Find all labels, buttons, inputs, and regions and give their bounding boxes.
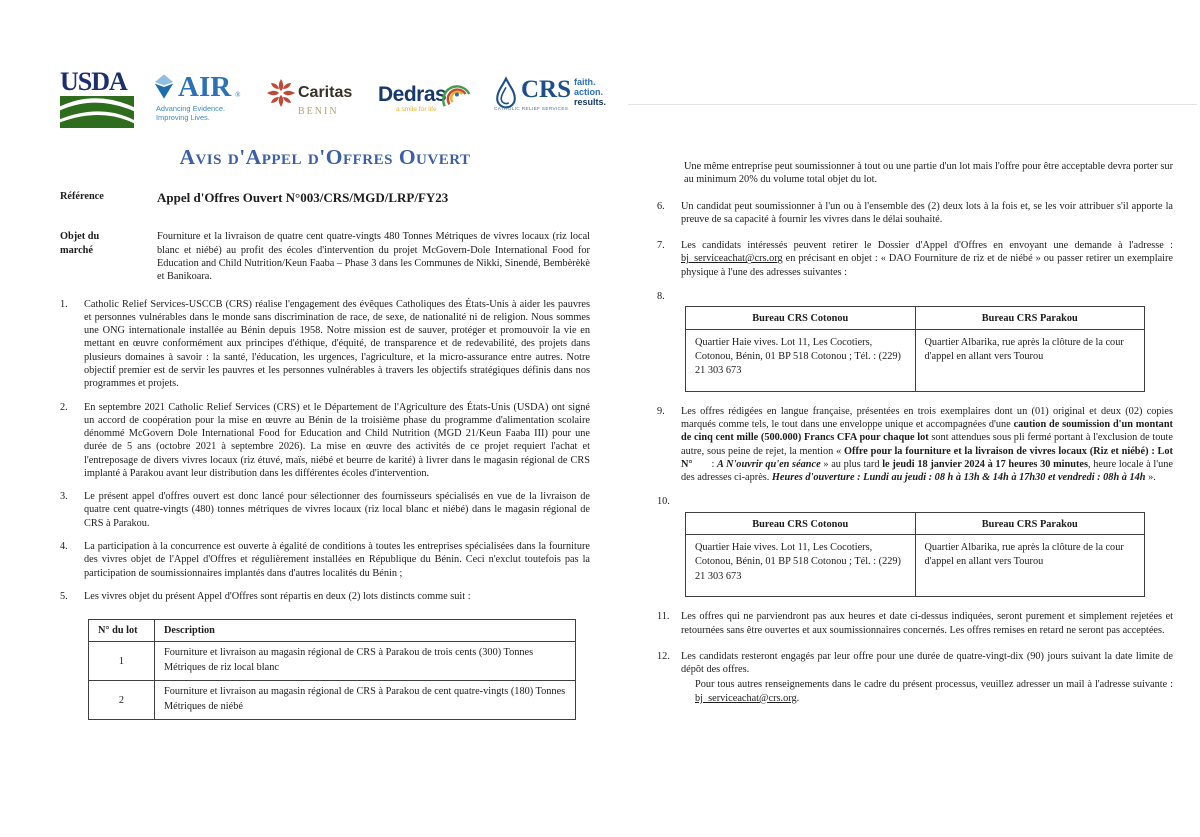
- item-2-number: 2.: [60, 401, 68, 413]
- item-9-p2: sont attendues sous pli fermé portant à l'exclusion de toute autre, sous peine de rejet, la mention «: [681, 432, 1173, 457]
- objet-label: Objet du marché: [60, 231, 100, 256]
- offices-table-1: [685, 306, 1145, 392]
- caritas-cross-icon: [266, 78, 296, 108]
- lots-col-lot-header: N° du lot: [89, 620, 155, 642]
- item-4-text: La participation à la concurrence est ouverte à égalité de conditions à toutes les entreprises spécialisées dans la fourniture des vivres objet de l'Appel d'Offres et régulièrement installées en République du Bénin. Ceci n'exclut toutefois pas la participation de soumissionnaires implantés dans d'autres localités du Bénin ;: [84, 541, 590, 579]
- page-right: [657, 160, 1173, 705]
- air-wordmark: AIR: [178, 71, 232, 104]
- item-7-number: 7.: [657, 240, 665, 252]
- item-5-text: Les vivres objet du présent Appel d'Offres sont répartis en deux (2) lots distincts comme suit :: [84, 590, 471, 602]
- item-9: [657, 405, 1173, 485]
- item-9-p1: Les offres rédigées en langue française, présentées en trois exemplaires dont un (01) original et deux (02) copies marqués comme tels, le tout dans une enveloppe unique et accompagnées d'une: [681, 405, 1173, 431]
- air-registered-mark: ®: [235, 90, 241, 99]
- item-3-text: Le présent appel d'offres ouvert est donc lancé pour sélectionner des fournisseurs spécialisés en vue de la livraison de quatre cent quatre-vingts (480) tonnes métriques de vivres locaux (riz local blanc et niébé) dans le magasin régional de CRS à Parakou.: [84, 491, 590, 529]
- table-row: [686, 329, 1145, 391]
- item-9-bold-mention: Offre pour la fourniture et la livraison de vivres locaux (Riz et niébé) : Lot N°: [681, 445, 1173, 470]
- item-12-subnote: [695, 678, 1173, 705]
- dedras-arcs-icon: [440, 78, 472, 110]
- dedras-tagline: a smile for life: [396, 106, 437, 113]
- item-1: [60, 298, 590, 391]
- item-12-text: [681, 650, 1173, 705]
- objet-value: Fourniture et la livraison de quatre cent quatre-vingts 480 Tonnes Métriques de vivres locaux (riz local blanc et niébé) au profit des écoles d'intervention du projet McGovern-Dole International Food for Education and Child Nutrition/Keun Faaba – Phase 3 dans les Communes de Nikki, Sinendé, Bembèrèkè et Banikoara.: [157, 231, 590, 283]
- item-11-number: 11.: [657, 611, 670, 623]
- offices-table-2-header-row: [686, 512, 1145, 534]
- item-7: [657, 239, 1173, 279]
- crs-tagline-faith: faith.: [574, 77, 596, 87]
- crs-tagline: [574, 76, 606, 108]
- bureau-cotonou-header: Bureau CRS Cotonou: [686, 307, 916, 329]
- item-10-number: 10.: [657, 496, 670, 508]
- numbered-items-left: [60, 298, 590, 604]
- item-5: [60, 590, 590, 603]
- air-diamond-icon: [154, 74, 174, 100]
- item-12: [657, 650, 1173, 705]
- item-3-number: 3.: [60, 491, 68, 503]
- bureau-cotonou-header-2: Bureau CRS Cotonou: [686, 512, 916, 534]
- item-7-part2: en précisant en objet : « DAO Fourniture de riz et de niébé » ou passer retirer un exemplaire physique à l'une des adresses suivantes :: [681, 253, 1173, 278]
- caritas-country-label: BENIN: [298, 106, 339, 117]
- item-9-p3: :: [692, 458, 718, 470]
- item-7-part1: Les candidats intéressés peuvent retirer le Dossier d'Appel d'Offres en envoyant une demande à l'adresse :: [681, 240, 1173, 252]
- item-9-bold-caution: caution de soumission d'un montant de cinq cent mille (500.000) Francs CFA pour chaque lot: [681, 419, 1173, 444]
- item-6-text: Un candidat peut soumissionner à l'un ou à l'ensemble des (2) deux lots à la fois et, se les voir attribuer s'il apporte la preuve de sa capacité à fournir les vivres dans le délai souhaité.: [681, 200, 1173, 225]
- item-1-text: Catholic Relief Services-USCCB (CRS) réalise l'engagement des évêques Catholiques des États-Unis à aider les pauvres et personnes vulnérables dans le monde sans discrimination de race, de sexe, de nationalité ni de religion. Nous sommes une ONG internationale installée au Bénin depuis 1958. Notre mission est de sauver, protéger et promouvoir la vie en mettant en œuvre conformément aux principes d'éthique, d'équité, de transparence et de redevabilité, des projets dans plusieurs domaines à savoir : la santé, l'éducation, les urgences, l'agriculture, et la micro-assurance entre autres. Notre objectif premier est de servir les pauvres et les personnes vulnérables à travers les objectifs stratégiques définis dans nos programmes et projets.: [84, 298, 590, 390]
- item-2-text: En septembre 2021 Catholic Relief Services (CRS) et le Département de l'Agriculture des États-Unis (USDA) ont signé un accord de coopération pour la mise en œuvre au Bénin de la troisième phase du programme d'alimentation scolaire dénommé McGovern Dole International Food for Education and Child Nutrition (MGD 21/Keun Faaba III) pour une durée de 5 ans (octobre 2021 à septembre 2026). La mise en œuvre des activités de ce projet requiert l'achat et l'entreposage de divers vivres locaux (riz étuvé, maïs, niébé et beurre de karité) à livrer dans le magasin régional de CRS implanté à Parakou avant leur distribution dans les différentes écoles d'intervention.: [84, 401, 590, 479]
- bureau-parakou-header-2: Bureau CRS Parakou: [915, 512, 1145, 534]
- lots-table-header-row: [89, 620, 576, 642]
- offices-table-1-header-row: [686, 307, 1145, 329]
- item-3: [60, 490, 590, 530]
- item-9-text: [681, 405, 1173, 485]
- air-tagline-line1: Advancing Evidence.: [156, 104, 226, 113]
- reference-label: Référence: [60, 190, 104, 202]
- air-logo: [154, 70, 246, 123]
- crs-logo: [494, 70, 614, 112]
- lots-col-description-header: Description: [155, 620, 576, 642]
- item-11: [657, 610, 1173, 637]
- lot-2-description: Fourniture et livraison au magasin régional de CRS à Parakou de cent quatre-vingts (180) Tonnes Métriques de niébé: [155, 681, 576, 720]
- usda-wordmark: USDA: [60, 67, 127, 96]
- lot-1-description: Fourniture et livraison au magasin régional de CRS à Parakou de trois cents (300) Tonnes Métriques de riz local blanc: [155, 642, 576, 681]
- item-5-continuation: Une même entreprise peut soumissionner à tout ou une partie d'un lot mais l'offre pour être acceptable devra porter sur au minimum 20% du volume total objet du lot.: [684, 161, 1173, 186]
- item-4: [60, 540, 590, 580]
- item-7-text: [681, 239, 1173, 279]
- item-6: [657, 200, 1173, 227]
- lots-table: [88, 619, 576, 720]
- crs-tagline-results: results.: [574, 96, 607, 107]
- item-2: [60, 401, 590, 481]
- item-12-sub-part2: .: [796, 692, 800, 704]
- crs-tagline-action: action.: [574, 86, 604, 97]
- offices-table-2: [685, 512, 1145, 598]
- item-12-number: 12.: [657, 650, 670, 662]
- crs-subtitle: CATHOLIC RELIEF SERVICES: [494, 106, 569, 111]
- bureau-parakou-address-2: Quartier Albarika, rue après la clôture de la cour d'appel en allant vers Tourou: [915, 535, 1145, 597]
- bureau-cotonou-address-2: Quartier Haie vives. Lot 11, Les Cocotiers, Cotonou, Bénin, 01 BP 518 Cotonou ; Tél. : (229) 21 303 673: [686, 535, 916, 597]
- procurement-email-link-2[interactable]: bj_serviceachat@crs.org: [695, 692, 797, 704]
- item-6-number: 6.: [657, 200, 665, 212]
- bureau-parakou-address: Quartier Albarika, rue après la clôture de la cour d'appel en allant vers Tourou: [915, 329, 1145, 391]
- table-row: [89, 681, 576, 720]
- item-9-p6: ».: [1145, 472, 1156, 484]
- air-tagline: [156, 104, 246, 123]
- item-1-number: 1.: [60, 298, 68, 310]
- table-row: [686, 535, 1145, 597]
- document-title: Avis d'Appel d'Offres Ouvert: [179, 145, 471, 169]
- item-12-sub-part1: Pour tous autres renseignements dans le cadre du présent processus, veuillez adresser un mail à l'adresse suivante :: [695, 679, 1173, 691]
- item-5-number: 5.: [60, 590, 68, 602]
- item-9-italic-ouvrir: A N'ouvrir qu'en séance: [717, 458, 821, 470]
- item-8-number: 8.: [657, 290, 665, 302]
- item-9-p4: » au plus tard: [820, 458, 883, 470]
- caritas-wordmark: Caritas: [298, 84, 353, 101]
- bureau-cotonou-address: Quartier Haie vives. Lot 11, Les Cocotiers, Cotonou, Bénin, 01 BP 518 Cotonou ; Tél. : (229) 21 303 673: [686, 329, 916, 391]
- item-12-main: Les candidats resteront engagés par leur offre pour une durée de quatre-vingt-dix (90) jours suivant la date limite de dépôt des offres.: [681, 650, 1173, 676]
- lot-1-number: 1: [89, 642, 155, 681]
- dedras-logo: [378, 70, 474, 115]
- crs-drop-icon: [494, 76, 518, 110]
- page-left: [60, 67, 607, 720]
- dedras-wordmark: Dedras: [378, 82, 447, 106]
- reference-value: Appel d'Offres Ouvert N°003/CRS/MGD/LRP/FY23: [157, 189, 449, 205]
- table-row: [89, 642, 576, 681]
- item-11-text: Les offres qui ne parviendront pas aux heures et date ci-dessus indiquées, seront purement et simplement rejetées et retournées sans être ouvertes et aux soumissionnaires concernés. Les offres remises en retard ne seront pas acceptées.: [681, 611, 1173, 636]
- procurement-email-link[interactable]: bj_serviceachat@crs.org: [681, 253, 783, 265]
- objet-row: [60, 230, 590, 283]
- crs-wordmark: CRS: [521, 76, 572, 103]
- caritas-logo: [266, 70, 358, 119]
- usda-logo: [60, 67, 134, 128]
- partner-logos-row: [60, 67, 607, 136]
- usda-field-icon: [60, 96, 134, 128]
- air-tagline-line2: Improving Lives.: [156, 113, 210, 123]
- page-divider-rule: [628, 104, 1197, 105]
- item-9-number: 9.: [657, 405, 665, 417]
- item-9-bold-deadline: le jeudi 18 janvier 2024 à 17 heures 30 minutes: [882, 458, 1088, 470]
- lot-2-number: 2: [89, 681, 155, 720]
- item-9-p5: , heure locale à l'une des adresses ci-après.: [681, 458, 1173, 484]
- bureau-parakou-header: Bureau CRS Parakou: [915, 307, 1145, 329]
- item-9-italic-hours: Heures d'ouverture : Lundi au jeudi : 08 h à 13h & 14h à 17h30 et vendredi : 08h à 14h: [771, 472, 1146, 484]
- item-4-number: 4.: [60, 541, 68, 553]
- reference-row: [60, 190, 590, 207]
